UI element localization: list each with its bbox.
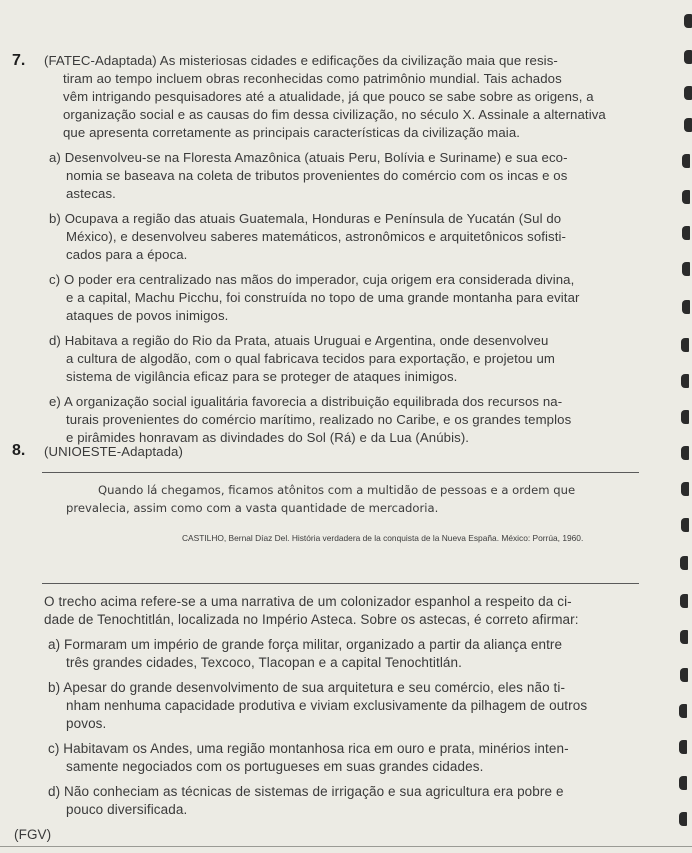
quote-line: Quando lá chegamos, ficamos atônitos com a multidão de pessoas e a ordem que [98,483,576,497]
quote-citation: CASTILHO, Bernal Díaz Del. História verdadera de la conquista de la Nueva España. México: Porrúa, 1960. [182,533,584,543]
binding-mark [684,86,692,100]
quote-box [42,472,639,584]
spiral-binding [662,0,692,853]
q7-option-a-cont: nomia se baseava na coleta de tributos provenientes do comércio com os incas e os [66,168,568,183]
binding-mark [682,190,690,204]
q7-option-a-cont: astecas. [66,186,116,201]
q8-option-c: c) Habitavam os Andes, uma região montanhosa rica em ouro e prata, minérios inten- [48,741,569,756]
binding-mark [680,630,688,644]
binding-mark [681,374,689,388]
q8-option-b-cont: povos. [66,716,107,731]
q8-option-d-cont: pouco diversificada. [66,802,188,817]
q7-option-d: d) Habitava a região do Rio da Prata, atuais Uruguai e Argentina, onde desenvolveu [49,333,549,348]
binding-mark [684,14,692,28]
q8-option-a: a) Formaram um império de grande força militar, organizado a partir da aliança entre [48,637,563,652]
q7-option-d-cont: a cultura de algodão, com o qual fabricava tecidos para exportação, e projetou um [66,351,556,366]
q7-option-b-cont: cados para a época. [66,247,188,262]
question-8-number: 8. [12,442,26,459]
q7-stem-line: vêm intrigando pesquisadores até a atualidade, já que pouco se sabe sobre as origens, a [63,89,594,104]
q7-option-c-cont: e a capital, Machu Picchu, foi construída no topo de uma grande montanha para evitar [66,290,580,305]
q7-option-d-cont: sistema de vigilância eficaz para se proteger de ataques inimigos. [66,369,458,384]
q7-stem-line: que apresenta corretamente as principais características da civilização maia. [63,125,521,140]
q8-option-b: b) Apesar do grande desenvolvimento de sua arquitetura e seu comércio, eles não ti- [48,680,566,695]
question-7-number: 7. [12,52,26,69]
binding-mark [681,446,689,460]
quote-line: prevalecia, assim como com a vasta quantidade de mercadoria. [66,501,439,515]
next-question-source: (FGV) [14,827,52,842]
q7-option-b-cont: México), e desenvolveu saberes matemáticos, astronômicos e arquitetônicos sofisti- [66,229,567,244]
q8-option-b-cont: nham nenhuma capacidade produtiva e viviam exclusivamente da pilhagem de outros [66,698,588,713]
q7-option-e: e) A organização social igualitária favorecia a distribuição equilibrada dos recursos na- [49,394,563,409]
binding-mark [680,668,688,682]
q7-option-a: a) Desenvolveu-se na Floresta Amazônica (atuais Peru, Bolívia e Suriname) e sua eco- [49,150,568,165]
q8-stem-line: O trecho acima refere-se a uma narrativa de um colonizador espanhol a respeito da ci- [44,594,572,609]
q8-source: (UNIOESTE-Adaptada) [44,444,183,459]
q7-option-c-cont: ataques de povos inimigos. [66,308,229,323]
bottom-divider [0,846,692,847]
binding-mark [679,776,687,790]
binding-mark [679,740,687,754]
binding-mark [684,50,692,64]
binding-mark [680,556,688,570]
q7-stem-line: organização social e as causas do fim dessa civilização, no século X. Assinale a alternativa [63,107,606,122]
q7-stem-line: tiram ao tempo incluem obras reconhecidas como patrimônio mundial. Tais achados [63,71,562,86]
q8-option-d: d) Não conheciam as técnicas de sistemas de irrigação e sua agricultura era pobre e [48,784,564,799]
q7-option-c: c) O poder era centralizado nas mãos do imperador, cuja origem era considerada divina, [49,272,575,287]
binding-mark [681,338,689,352]
q7-stem-line: (FATEC-Adaptada) As misteriosas cidades e edificações da civilização maia que resis- [44,53,558,68]
binding-mark [681,410,689,424]
binding-mark [680,594,688,608]
q8-option-a-cont: três grandes cidades, Texcoco, Tlacopan e a capital Tenochtitlán. [66,655,462,670]
binding-mark [681,482,689,496]
binding-mark [682,262,690,276]
q7-option-e-cont: e pirâmides honravam as divindades do Sol (Rá) e da Lua (Anúbis). [66,430,470,445]
q8-option-c-cont: samente negociados com os portugueses em suas grandes cidades. [66,759,484,774]
binding-mark [679,704,687,718]
binding-mark [684,118,692,132]
binding-mark [679,812,687,826]
binding-mark [682,154,690,168]
binding-mark [682,300,690,314]
q7-option-e-cont: turais provenientes do comércio marítimo, realizado no Caribe, e os grandes templos [66,412,572,427]
binding-mark [681,518,689,532]
q7-option-b: b) Ocupava a região das atuais Guatemala, Honduras e Península de Yucatán (Sul do [49,211,562,226]
binding-mark [682,226,690,240]
q8-stem-line: dade de Tenochtitlán, localizada no Império Asteca. Sobre os astecas, é correto afirmar: [44,612,579,627]
